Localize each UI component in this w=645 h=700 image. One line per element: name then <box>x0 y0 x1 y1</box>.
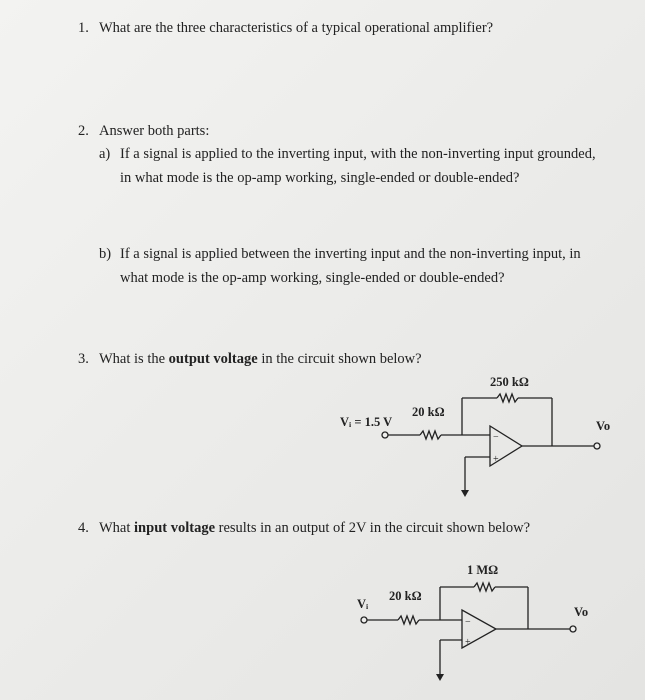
q1-number: 1. <box>78 20 89 36</box>
c2-minus-sign: − <box>465 617 471 628</box>
q3-emphasis: output voltage <box>168 351 258 367</box>
c1-plus-sign: + <box>493 454 499 465</box>
c2-vin-label: Vᵢ <box>357 597 369 611</box>
q4-text: What input voltage results in an output of 2V in the circuit shown below? <box>99 520 531 536</box>
c2-output-terminal <box>570 626 576 632</box>
c1-ground-arrow <box>461 490 469 497</box>
c1-input-terminal <box>382 432 388 438</box>
c1-vin-label: Vᵢ = 1.5 V <box>340 415 393 429</box>
q4-emphasis: input voltage <box>134 520 215 536</box>
q3-text: What is the output voltage in the circuit shown below? <box>99 351 422 367</box>
c1-vout-label: Vo <box>596 419 611 433</box>
q2b-line2: what mode is the op-amp working, single-ended or double-ended? <box>120 270 505 286</box>
q2-text: Answer both parts: <box>99 123 210 139</box>
q1-text: What are the three characteristics of a typical operational amplifier? <box>99 20 494 36</box>
q2b-label: b) <box>99 246 112 262</box>
q2a-line1: If a signal is applied to the inverting input, with the non-inverting input grounded, <box>120 146 596 162</box>
c1-input-resistor <box>420 431 441 439</box>
c2-input-r-label: 20 kΩ <box>389 589 422 603</box>
c2-plus-sign: + <box>465 637 471 648</box>
c2-ground-arrow <box>436 674 444 681</box>
q2b-line1: If a signal is applied between the inverting input and the non-inverting input, in <box>120 246 581 262</box>
c2-vout-label: Vo <box>574 605 589 619</box>
c1-minus-sign: − <box>493 432 499 443</box>
c1-output-terminal <box>594 443 600 449</box>
q2a-label: a) <box>99 146 111 162</box>
q2-number: 2. <box>78 123 89 139</box>
c2-feedback-resistor <box>474 583 495 591</box>
c2-input-resistor <box>398 616 419 624</box>
c1-feedback-label: 250 kΩ <box>490 375 529 389</box>
q4-number: 4. <box>78 520 89 536</box>
c2-feedback-label: 1 MΩ <box>467 563 499 577</box>
c2-input-terminal <box>361 617 367 623</box>
c1-input-r-label: 20 kΩ <box>412 405 445 419</box>
q3-number: 3. <box>78 351 89 367</box>
q2a-line2: in what mode is the op-amp working, single-ended or double-ended? <box>120 170 520 186</box>
c1-feedback-resistor <box>497 394 518 402</box>
